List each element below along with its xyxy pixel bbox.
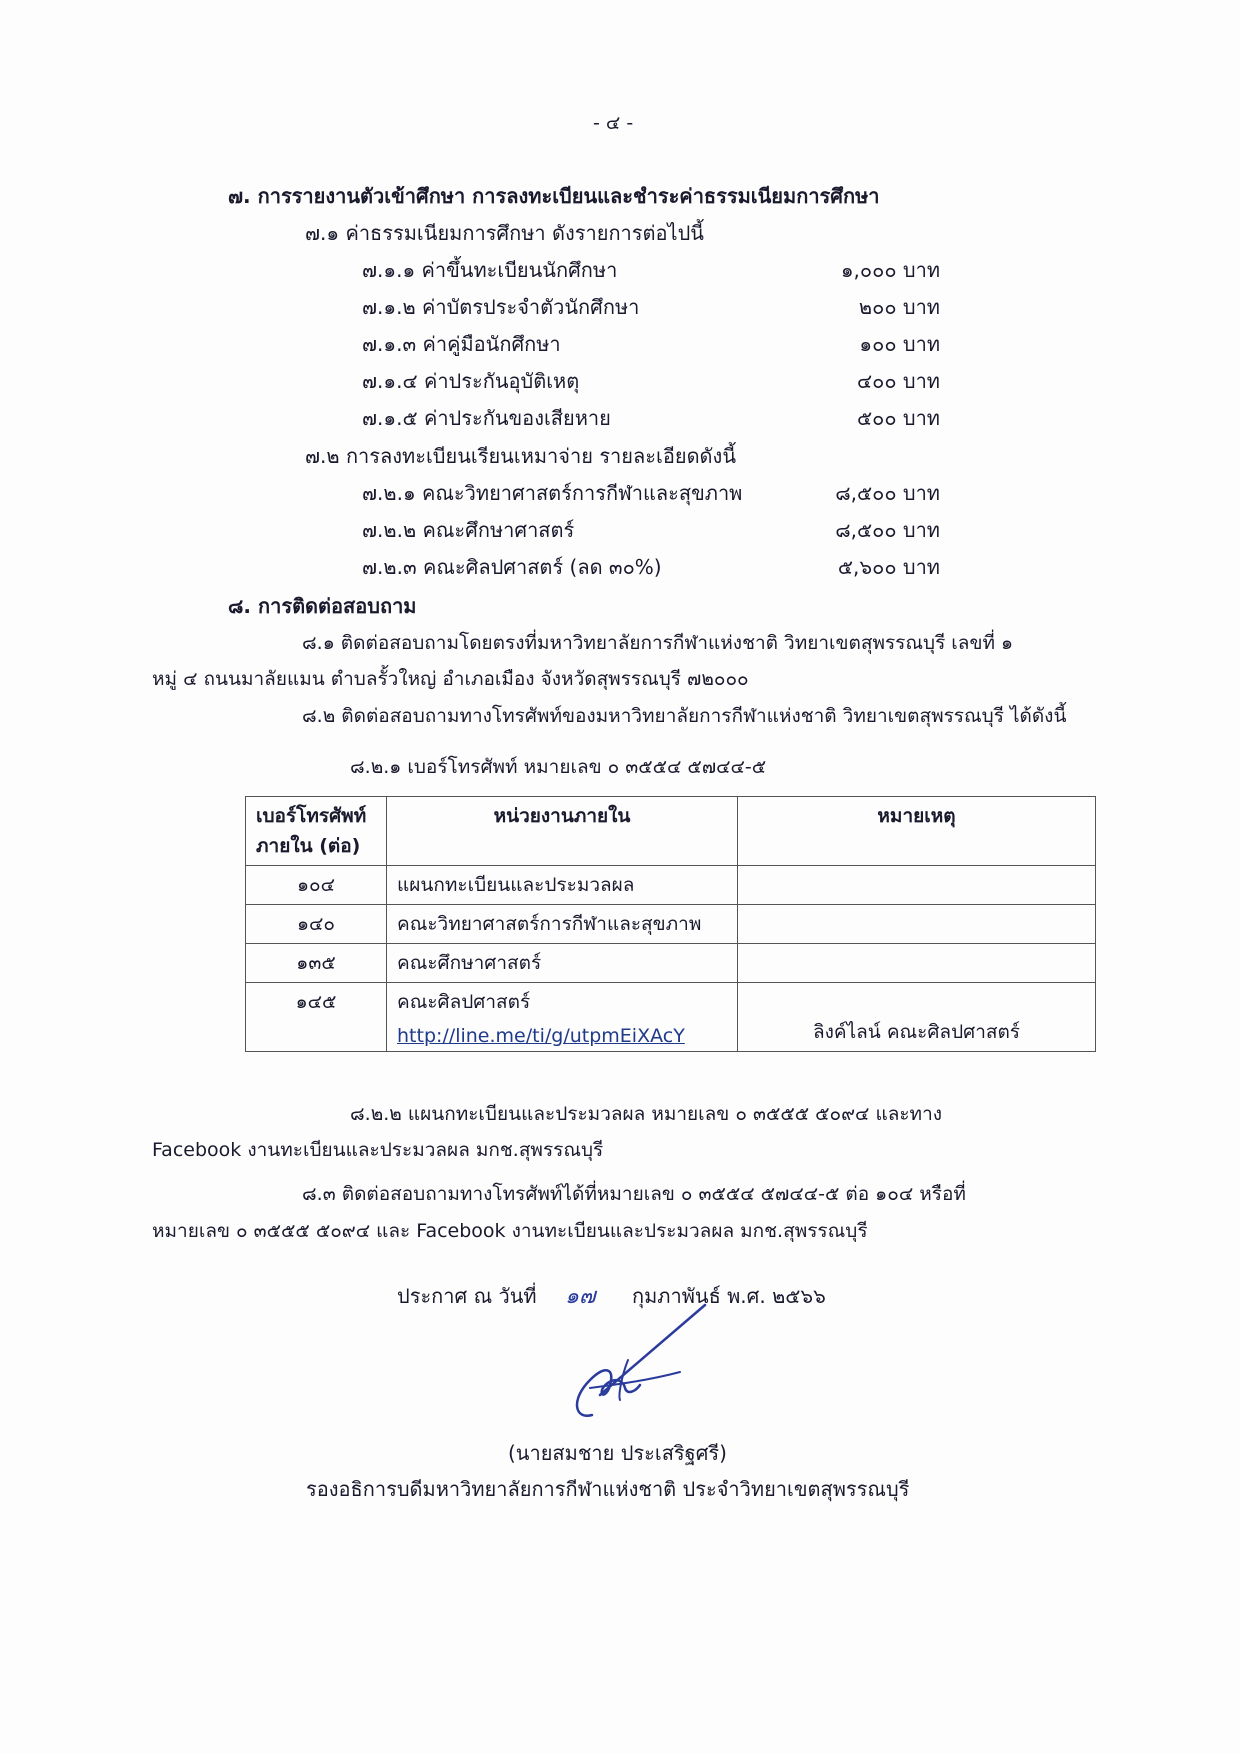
announce-month-year: กุมภาพันธ์ พ.ศ. ๒๕๖๖ bbox=[632, 1284, 826, 1308]
header-ext bbox=[246, 797, 387, 866]
section72-title: ๗.๒ การลงทะเบียนเรียนเหมาจ่าย รายละเอียดดังนี้ bbox=[305, 444, 736, 468]
section83-line2: หมายเลข ๐ ๓๕๕๕ ๕๐๙๔ และ Facebook งานทะเบียนและประมวลผล มกช.สุพรรณบุรี bbox=[152, 1220, 868, 1242]
table-row bbox=[246, 905, 1096, 944]
section81-line1: ๘.๑ ติดต่อสอบถามโดยตรงที่มหาวิทยาลัยการกีฬาแห่งชาติ วิทยาเขตสุพรรณบุรี เลขที่ ๑ bbox=[302, 632, 1014, 654]
table-row bbox=[246, 983, 1096, 1052]
fee-item-label: ๗.๑.๒ ค่าบัตรประจำตัวนักศึกษา bbox=[362, 295, 640, 319]
cell-unit-name: คณะศิลปศาสตร์ bbox=[397, 991, 531, 1013]
section83-line1: ๘.๓ ติดต่อสอบถามทางโทรศัพท์ได้ที่หมายเลข ๐ ๓๕๕๔ ๕๗๔๔-๕ ต่อ ๑๐๔ หรือที่ bbox=[302, 1183, 966, 1205]
fee-item-amount: ๔๐๐ บาท bbox=[856, 369, 940, 393]
cell-ext: ๑๓๕ bbox=[246, 944, 387, 983]
tuition-item-label: ๗.๒.๑ คณะวิทยาศาสตร์การกีฬาและสุขภาพ bbox=[362, 481, 743, 505]
line-group-link[interactable]: http://line.me/ti/g/utpmEiXAcY bbox=[397, 1025, 685, 1047]
fee-item-amount: ๒๐๐ บาท bbox=[858, 295, 940, 319]
announce-day-handwritten: ๑๗ bbox=[565, 1284, 596, 1309]
table-row bbox=[246, 944, 1096, 983]
section8-heading: ๘. การติดต่อสอบถาม bbox=[228, 594, 417, 618]
cell-note bbox=[738, 944, 1096, 983]
signer-position: รองอธิการบดีมหาวิทยาลัยการกีฬาแห่งชาติ ประจำวิทยาเขตสุพรรณบุรี bbox=[306, 1477, 910, 1501]
fee-item-label: ๗.๑.๑ ค่าขึ้นทะเบียนนักศึกษา bbox=[362, 258, 618, 282]
cell-unit bbox=[387, 983, 738, 1052]
page-number: - ๔ - bbox=[593, 112, 634, 134]
cell-unit: แผนกทะเบียนและประมวลผล bbox=[387, 866, 738, 905]
tuition-item-amount: ๕,๖๐๐ บาท bbox=[837, 555, 940, 579]
table-header-row bbox=[246, 797, 1096, 866]
section71-title: ๗.๑ ค่าธรรมเนียมการศึกษา ดังรายการต่อไปนี้ bbox=[305, 221, 704, 245]
tuition-item-amount: ๘,๕๐๐ บาท bbox=[835, 518, 940, 542]
cell-note bbox=[738, 866, 1096, 905]
section822-line1: ๘.๒.๒ แผนกทะเบียนและประมวลผล หมายเลข ๐ ๓๕๕๕ ๕๐๙๔ และทาง bbox=[350, 1103, 943, 1125]
fee-item-label: ๗.๑.๕ ค่าประกันของเสียหาย bbox=[362, 406, 611, 430]
announce-prefix: ประกาศ ณ วันที่ bbox=[397, 1284, 537, 1308]
cell-unit: คณะศึกษาศาสตร์ bbox=[387, 944, 738, 983]
contact-table bbox=[245, 796, 1096, 1052]
header-note: หมายเหตุ bbox=[738, 797, 1096, 866]
section821-phone: ๘.๒.๑ เบอร์โทรศัพท์ หมายเลข ๐ ๓๕๕๔ ๕๗๔๔-๕ bbox=[350, 756, 767, 778]
signature-image bbox=[530, 1300, 710, 1430]
header-ext-line1: เบอร์โทรศัพท์ bbox=[256, 805, 367, 827]
cell-ext: ๑๔๐ bbox=[246, 905, 387, 944]
cell-unit: คณะวิทยาศาสตร์การกีฬาและสุขภาพ bbox=[387, 905, 738, 944]
header-unit: หน่วยงานภายใน bbox=[387, 797, 738, 866]
cell-note: ลิงค์ไลน์ คณะศิลปศาสตร์ bbox=[738, 983, 1096, 1052]
tuition-item-label: ๗.๒.๓ คณะศิลปศาสตร์ (ลด ๓๐%) bbox=[362, 555, 662, 579]
tuition-item-label: ๗.๒.๒ คณะศึกษาศาสตร์ bbox=[362, 518, 575, 542]
section7-heading: ๗. การรายงานตัวเข้าศึกษา การลงทะเบียนและชำระค่าธรรมเนียมการศึกษา bbox=[228, 184, 880, 208]
fee-item-amount: ๕๐๐ บาท bbox=[856, 406, 940, 430]
tuition-item-amount: ๘,๕๐๐ บาท bbox=[835, 481, 940, 505]
section82-line1: ๘.๒ ติดต่อสอบถามทางโทรศัพท์ของมหาวิทยาลัยการกีฬาแห่งชาติ วิทยาเขตสุพรรณบุรี ได้ดังนี้ bbox=[302, 705, 1067, 727]
cell-ext: ๑๐๔ bbox=[246, 866, 387, 905]
fee-item-label: ๗.๑.๔ ค่าประกันอุบัติเหตุ bbox=[362, 369, 580, 393]
section81-line2: หมู่ ๔ ถนนมาลัยแมน ตำบลรั้วใหญ่ อำเภอเมือง จังหวัดสุพรรณบุรี ๗๒๐๐๐ bbox=[152, 668, 749, 690]
table-row bbox=[246, 866, 1096, 905]
cell-note bbox=[738, 905, 1096, 944]
section822-line2: Facebook งานทะเบียนและประมวลผล มกช.สุพรรณบุรี bbox=[152, 1139, 604, 1161]
fee-item-amount: ๑,๐๐๐ บาท bbox=[840, 258, 940, 282]
fee-item-label: ๗.๑.๓ ค่าคู่มือนักศึกษา bbox=[362, 332, 561, 356]
signer-name: (นายสมชาย ประเสริฐศรี) bbox=[508, 1441, 727, 1465]
cell-ext: ๑๔๕ bbox=[246, 983, 387, 1052]
fee-item-amount: ๑๐๐ บาท bbox=[859, 332, 940, 356]
header-ext-line2: ภายใน (ต่อ) bbox=[256, 835, 361, 857]
